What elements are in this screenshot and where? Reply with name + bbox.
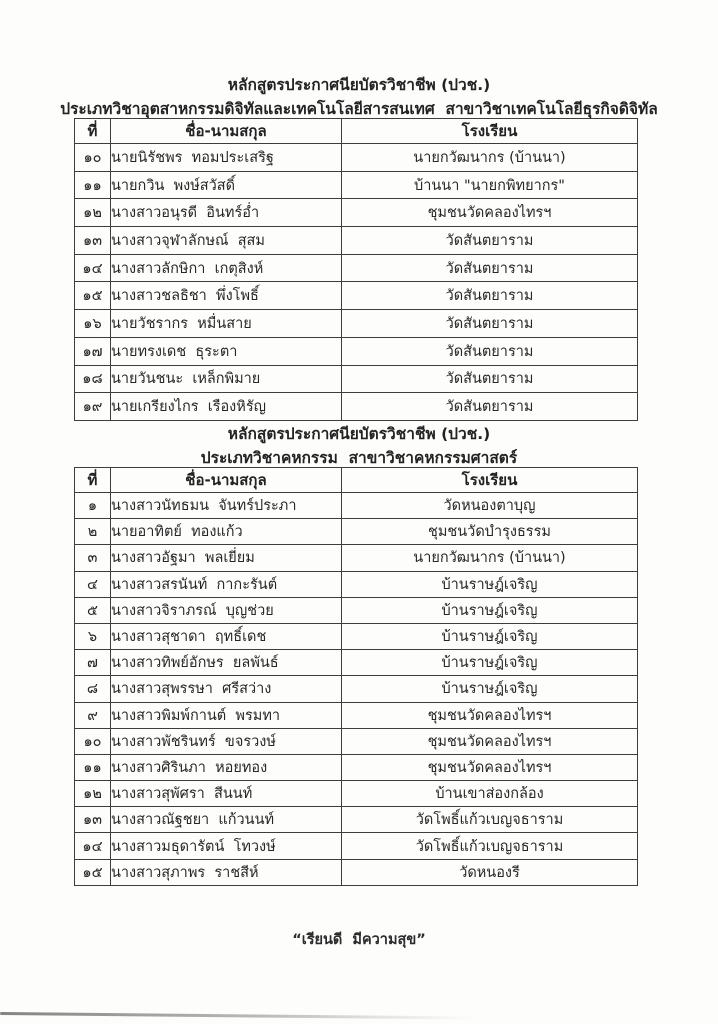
row-number: ๑ [75,493,111,519]
school-name: วัดสันตยาราม [342,310,638,338]
section2-roster-table [74,467,638,886]
school-name: วัดสันตยาราม [342,227,638,255]
table-row [75,393,638,421]
student-name: นางสาวพัชรินทร์ ขจรวงษ์ [111,728,342,754]
school-name: วัดสันตยาราม [342,282,638,310]
school-name: วัดหนองรี [342,859,638,885]
table-row [75,337,638,365]
row-number: ๗ [75,650,111,676]
table-row [75,781,638,807]
row-number: ๑๓ [75,227,111,255]
column-header-name: ชื่อ-นามสกุล [111,468,342,493]
section2-table-body [75,493,638,886]
school-name: ชุมชนวัดบำรุงธรรม [342,519,638,545]
row-number: ๑๖ [75,310,111,338]
table-row [75,519,638,545]
school-name: ชุมชนวัดคลองไทรฯ [342,728,638,754]
student-name: นางสาวทิพย์อักษร ยลพันธ์ [111,650,342,676]
table-row [75,310,638,338]
table-row [75,144,638,172]
student-name: นางสาวมธุดารัตน์ โทวงษ์ [111,833,342,859]
row-number: ๑๑ [75,171,111,199]
section1-subtitle: ประเภทวิชาอุตสาหกรรมดิจิทัลและเทคโนโลยีสารสนเทศ สาขาวิชาเทคโนโลยีธุรกิจดิจิทัล [60,100,658,118]
row-number: ๑๒ [75,781,111,807]
student-name: นางสาวสุภาพร ราชสีห์ [111,859,342,885]
school-name: วัดสันตยาราม [342,337,638,365]
student-name: นายอาทิตย์ ทองแก้ว [111,519,342,545]
row-number: ๔ [75,571,111,597]
school-name: นายกวัฒนากร (บ้านนา) [342,545,638,571]
section2-title: หลักสูตรประกาศนียบัตรวิชาชีพ (ปวช.) [227,425,491,443]
section1-roster-table [74,118,638,421]
row-number: ๑๔ [75,254,111,282]
column-header-number: ที่ [75,119,111,144]
student-name: นางสาวสุพรรษา ศรีสว่าง [111,676,342,702]
row-number: ๘ [75,676,111,702]
row-number: ๑๕ [75,282,111,310]
school-name: วัดสันตยาราม [342,254,638,282]
school-name: ชุมชนวัดคลองไทรฯ [342,199,638,227]
row-number: ๓ [75,545,111,571]
student-name: นางสาวอนุรดี อินทร์อ่ำ [111,199,342,227]
school-name: นายกวัฒนากร (บ้านนา) [342,144,638,172]
school-name: บ้านราษฎ์เจริญ [342,650,638,676]
school-name: ชุมชนวัดคลองไทรฯ [342,702,638,728]
table-row [75,833,638,859]
school-name: วัดสันตยาราม [342,365,638,393]
table-row [75,282,638,310]
row-number: ๑๗ [75,337,111,365]
table-row [75,571,638,597]
row-number: ๑๑ [75,754,111,780]
table-header-row [75,468,638,493]
school-name: บ้านราษฎ์เจริญ [342,597,638,623]
school-name: บ้านราษฎ์เจริญ [342,676,638,702]
row-number: ๑๘ [75,365,111,393]
table-row [75,728,638,754]
student-name: นายทรงเดช ธุระตา [111,337,342,365]
table-row [75,702,638,728]
section2-subtitle: ประเภทวิชาคหกรรม สาขาวิชาคหกรรมศาสตร์ [200,449,518,467]
table-row [75,859,638,885]
table-row [75,807,638,833]
student-name: นางสาวนัทธมน จันทร์ประภา [111,493,342,519]
row-number: ๑๒ [75,199,111,227]
school-name: บ้านเขาส่องกล้อง [342,781,638,807]
student-name: นายกวิน พงษ์สวัสดิ์ [111,171,342,199]
row-number: ๒ [75,519,111,545]
student-name: นางสาวอัฐมา พลเยี่ยม [111,545,342,571]
student-name: นายวัชรากร หมื่นสาย [111,310,342,338]
table-row [75,199,638,227]
student-name: นางสาวสุพัศรา สีนนท์ [111,781,342,807]
student-name: นางสาวศิรินภา หอยทอง [111,754,342,780]
table-row [75,171,638,199]
student-name: นางสาวจิราภรณ์ บุญช่วย [111,597,342,623]
table-row [75,623,638,649]
school-name: วัดโพธิ์แก้วเบญจธาราม [342,833,638,859]
school-name: บ้านนา "นายกพิทยากร" [342,171,638,199]
row-number: ๑๐ [75,728,111,754]
table-row [75,676,638,702]
column-header-name: ชื่อ-นามสกุล [111,119,342,144]
school-name: วัดสันตยาราม [342,393,638,421]
school-name: บ้านราษฎ์เจริญ [342,623,638,649]
student-name: นางสาวณัฐชยา แก้วนนท์ [111,807,342,833]
student-name: นายเกรียงไกร เรืองหิรัญ [111,393,342,421]
student-name: นางสาวพิมพ์กานต์ พรมทา [111,702,342,728]
table-row [75,365,638,393]
row-number: ๖ [75,623,111,649]
column-header-school: โรงเรียน [342,119,638,144]
school-name: วัดโพธิ์แก้วเบญจธาราม [342,807,638,833]
school-name: บ้านราษฎ์เจริญ [342,571,638,597]
row-number: ๑๙ [75,393,111,421]
table-row [75,597,638,623]
table-row [75,754,638,780]
column-header-school: โรงเรียน [342,468,638,493]
row-number: ๑๓ [75,807,111,833]
row-number: ๕ [75,597,111,623]
table-header-row [75,119,638,144]
column-header-number: ที่ [75,468,111,493]
table-row [75,254,638,282]
footer-quote: “เรียนดี มีความสุข” [292,932,426,948]
school-name: วัดหนองตาบุญ [342,493,638,519]
student-name: นางสาวสุชาดา ฤทธิ์เดช [111,623,342,649]
row-number: ๑๔ [75,833,111,859]
row-number: ๑๐ [75,144,111,172]
table-row [75,545,638,571]
scan-edge-artifact [0,1012,475,1020]
table-row [75,650,638,676]
table-row [75,227,638,255]
student-name: นางสาวจุฬาลักษณ์ สุสม [111,227,342,255]
section1-table-body [75,144,638,421]
row-number: ๑๕ [75,859,111,885]
student-name: นายนิรัชพร ทอมประเสริฐ [111,144,342,172]
table-row [75,493,638,519]
student-name: นางสาวสรนันท์ กากะรันต์ [111,571,342,597]
student-name: นายวันชนะ เหล็กพิมาย [111,365,342,393]
row-number: ๙ [75,702,111,728]
school-name: ชุมชนวัดคลองไทรฯ [342,754,638,780]
student-name: นางสาวชลธิชา พึ่งโพธิ์ [111,282,342,310]
section1-title: หลักสูตรประกาศนียบัตรวิชาชีพ (ปวช.) [227,76,491,94]
student-name: นางสาวลักษิกา เกตุสิงห์ [111,254,342,282]
